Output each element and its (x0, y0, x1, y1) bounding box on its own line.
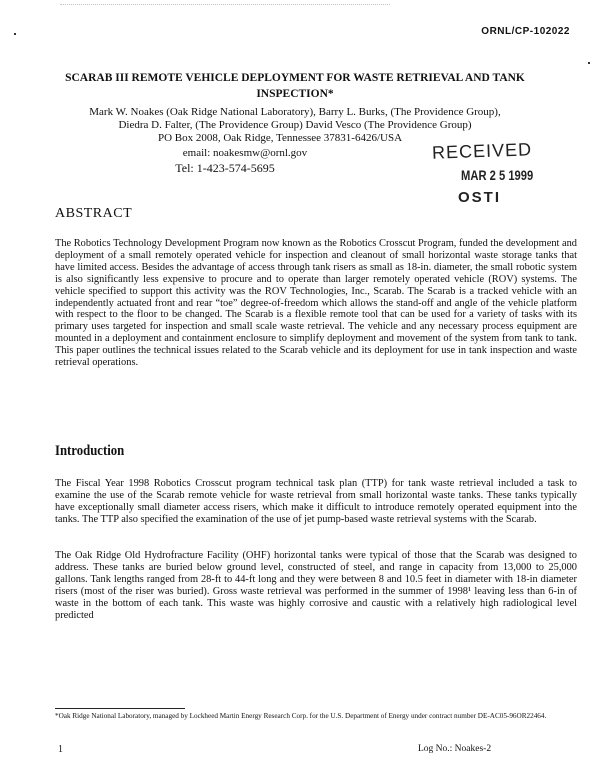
author-address: PO Box 2008, Oak Ridge, Tennessee 37831-6426/USA (157, 132, 403, 144)
page-number: 1 (58, 744, 63, 755)
scan-speck (14, 33, 16, 35)
introduction-paragraph-2: The Oak Ridge Old Hydrofracture Facility (OHF) horizontal tanks were typical of those that the Scarab was designed to address. These tanks are buried below ground level, constructed of steel, and range in capacity from 13,000 to 25,000 gallons. Tank lengths ranged from 28-ft to 44-ft long and they were between 8 and 10.5 feet in diameter with 18-in diameter risers (most of the riser was buried). Gross waste retrieval was performed in the summer of 1998¹ leaving less than 6-in of waste in the bottom of each tank. This waste was highly corrosive and caustic with a relatively high radiological level predicted (55, 550, 577, 621)
author-phone: Tel: 1-423-574-5695 (175, 161, 275, 175)
author-line-2: Diedra D. Falter, (The Providence Group) David Vesco (The Providence Group) (118, 119, 472, 131)
abstract-heading: ABSTRACT (55, 206, 133, 221)
abstract-text: The Robotics Technology Development Program now known as the Robotics Crosscut Program, funded the development and deployment of a small remotely operated vehicle for inspection and cleanout of small horizontal waste storage tanks that have limited access. Besides the advantage of access through tank risers as small as 18-in. diameter, the small robotic system is also significantly less expensive to procure and to operate than larger remotely operated vehicle (ROV) systems. The vehicle specified to support this activity was the ROV Technologies, Inc., Scarab. The Scarab is a tracked vehicle with an independently actuated front and rear “toe” degree-of-freedom which allows the stand-off and angle of the vehicle platform with respect to the floor to be changed. The Scarab is a flexible remote tool that can be used for a variety of tasks with its primary uses targeted for inspection and small scale waste retrieval. The vehicle and any necessary process equipment are mounted in a deployment and containment enclosure to simplify deployment and movement of the system from tank to tank. This paper outlines the technical issues related to the Scarab vehicle and its deployment for use in tank inspection and waste retrieval operations. (55, 238, 577, 369)
scan-speck (588, 62, 590, 64)
author-line-1: Mark W. Noakes (Oak Ridge National Laboratory), Barry L. Burks, (The Providence Group), (89, 106, 501, 118)
paper-title: SCARAB III REMOTE VEHICLE DEPLOYMENT FOR WASTE RETRIEVAL AND TANK INSPECTION* (65, 72, 525, 100)
scan-noise (60, 4, 390, 11)
received-stamp-date: MAR 2 5 1999 (461, 167, 534, 183)
received-stamp: RECEIVED (431, 139, 533, 163)
introduction-heading: Introduction (55, 443, 125, 459)
introduction-paragraph-1: The Fiscal Year 1998 Robotics Crosscut program technical task plan (TTP) for tank waste retrieval included a task to examine the use of the Scarab remote vehicle for waste retrieval from small horizontal waste tanks. These tanks typically have exceptionally small diameter access risers, which make it difficult to introduce remotely operated equipment into the tanks. The TTP also specified the examination of the use of jet pump-based waste retrieval systems with the Scarab. (55, 478, 577, 525)
author-email: email: noakesmw@ornl.gov (182, 147, 308, 159)
log-number: Log No.: Noakes-2 (418, 744, 492, 754)
footnote: *Oak Ridge National Laboratory, managed by Lockheed Martin Energy Research Corp. for the U.S. Department of Energy under contract number DE-AC05-96OR22464. (55, 712, 547, 720)
received-stamp-office: OSTI (458, 189, 502, 206)
footnote-rule (55, 708, 185, 709)
report-number: ORNL/CP-102022 (481, 26, 570, 37)
